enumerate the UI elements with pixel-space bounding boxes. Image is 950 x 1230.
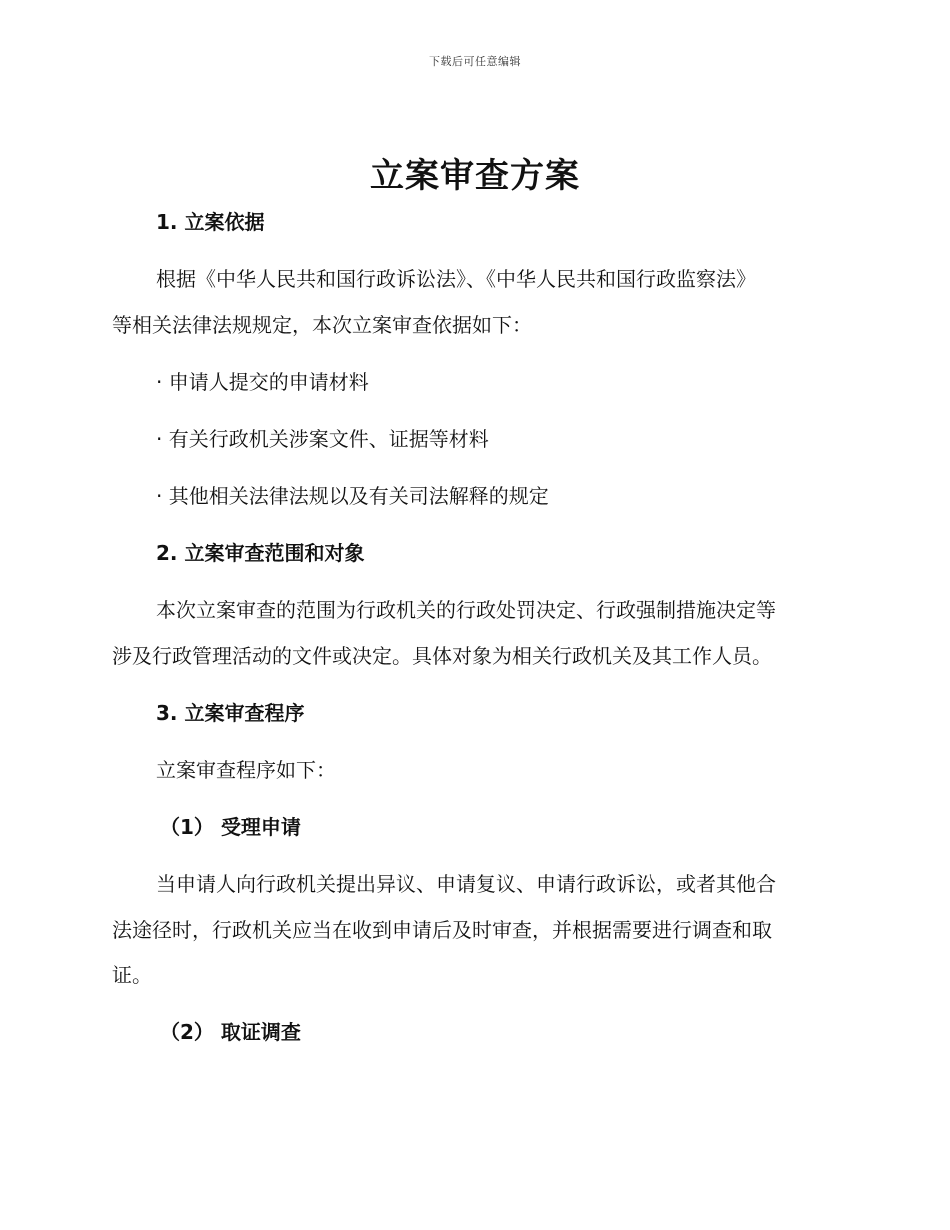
step-1-paragraph-line-3: 证。 [112, 963, 152, 987]
section-2-heading: 2. 立案审查范围和对象 [156, 541, 365, 565]
step-1-heading: （1） 受理申请 [160, 815, 301, 839]
section-1-intro-line-2: 等相关法律法规规定，本次立案审查依据如下： [112, 313, 532, 337]
document-title: 立案审查方案 [370, 156, 580, 196]
section-1-heading: 1. 立案依据 [156, 210, 265, 234]
section-3-intro: 立案审查程序如下： [156, 758, 336, 782]
step-2-heading: （2） 取证调查 [160, 1020, 301, 1044]
page-header-note: 下载后可任意编辑 [429, 55, 521, 68]
step-1-paragraph-line-2: 法途径时，行政机关应当在收到申请后及时审查，并根据需要进行调查和取 [112, 918, 772, 942]
bullet-item-agency-documents: · 有关行政机关涉案文件、证据等材料 [156, 427, 489, 451]
bullet-item-other-regulations: · 其他相关法律法规以及有关司法解释的规定 [156, 484, 549, 508]
section-1-intro-line-1: 根据《中华人民共和国行政诉讼法》、《中华人民共和国行政监察法》 [156, 267, 756, 291]
step-1-paragraph-line-1: 当申请人向行政机关提出异议、申请复议、申请行政诉讼，或者其他合 [156, 872, 776, 896]
section-3-heading: 3. 立案审查程序 [156, 701, 305, 725]
section-2-paragraph-line-2: 涉及行政管理活动的文件或决定。具体对象为相关行政机关及其工作人员。 [112, 644, 772, 668]
section-2-paragraph-line-1: 本次立案审查的范围为行政机关的行政处罚决定、行政强制措施决定等 [156, 598, 776, 622]
bullet-item-application-materials: · 申请人提交的申请材料 [156, 370, 369, 394]
